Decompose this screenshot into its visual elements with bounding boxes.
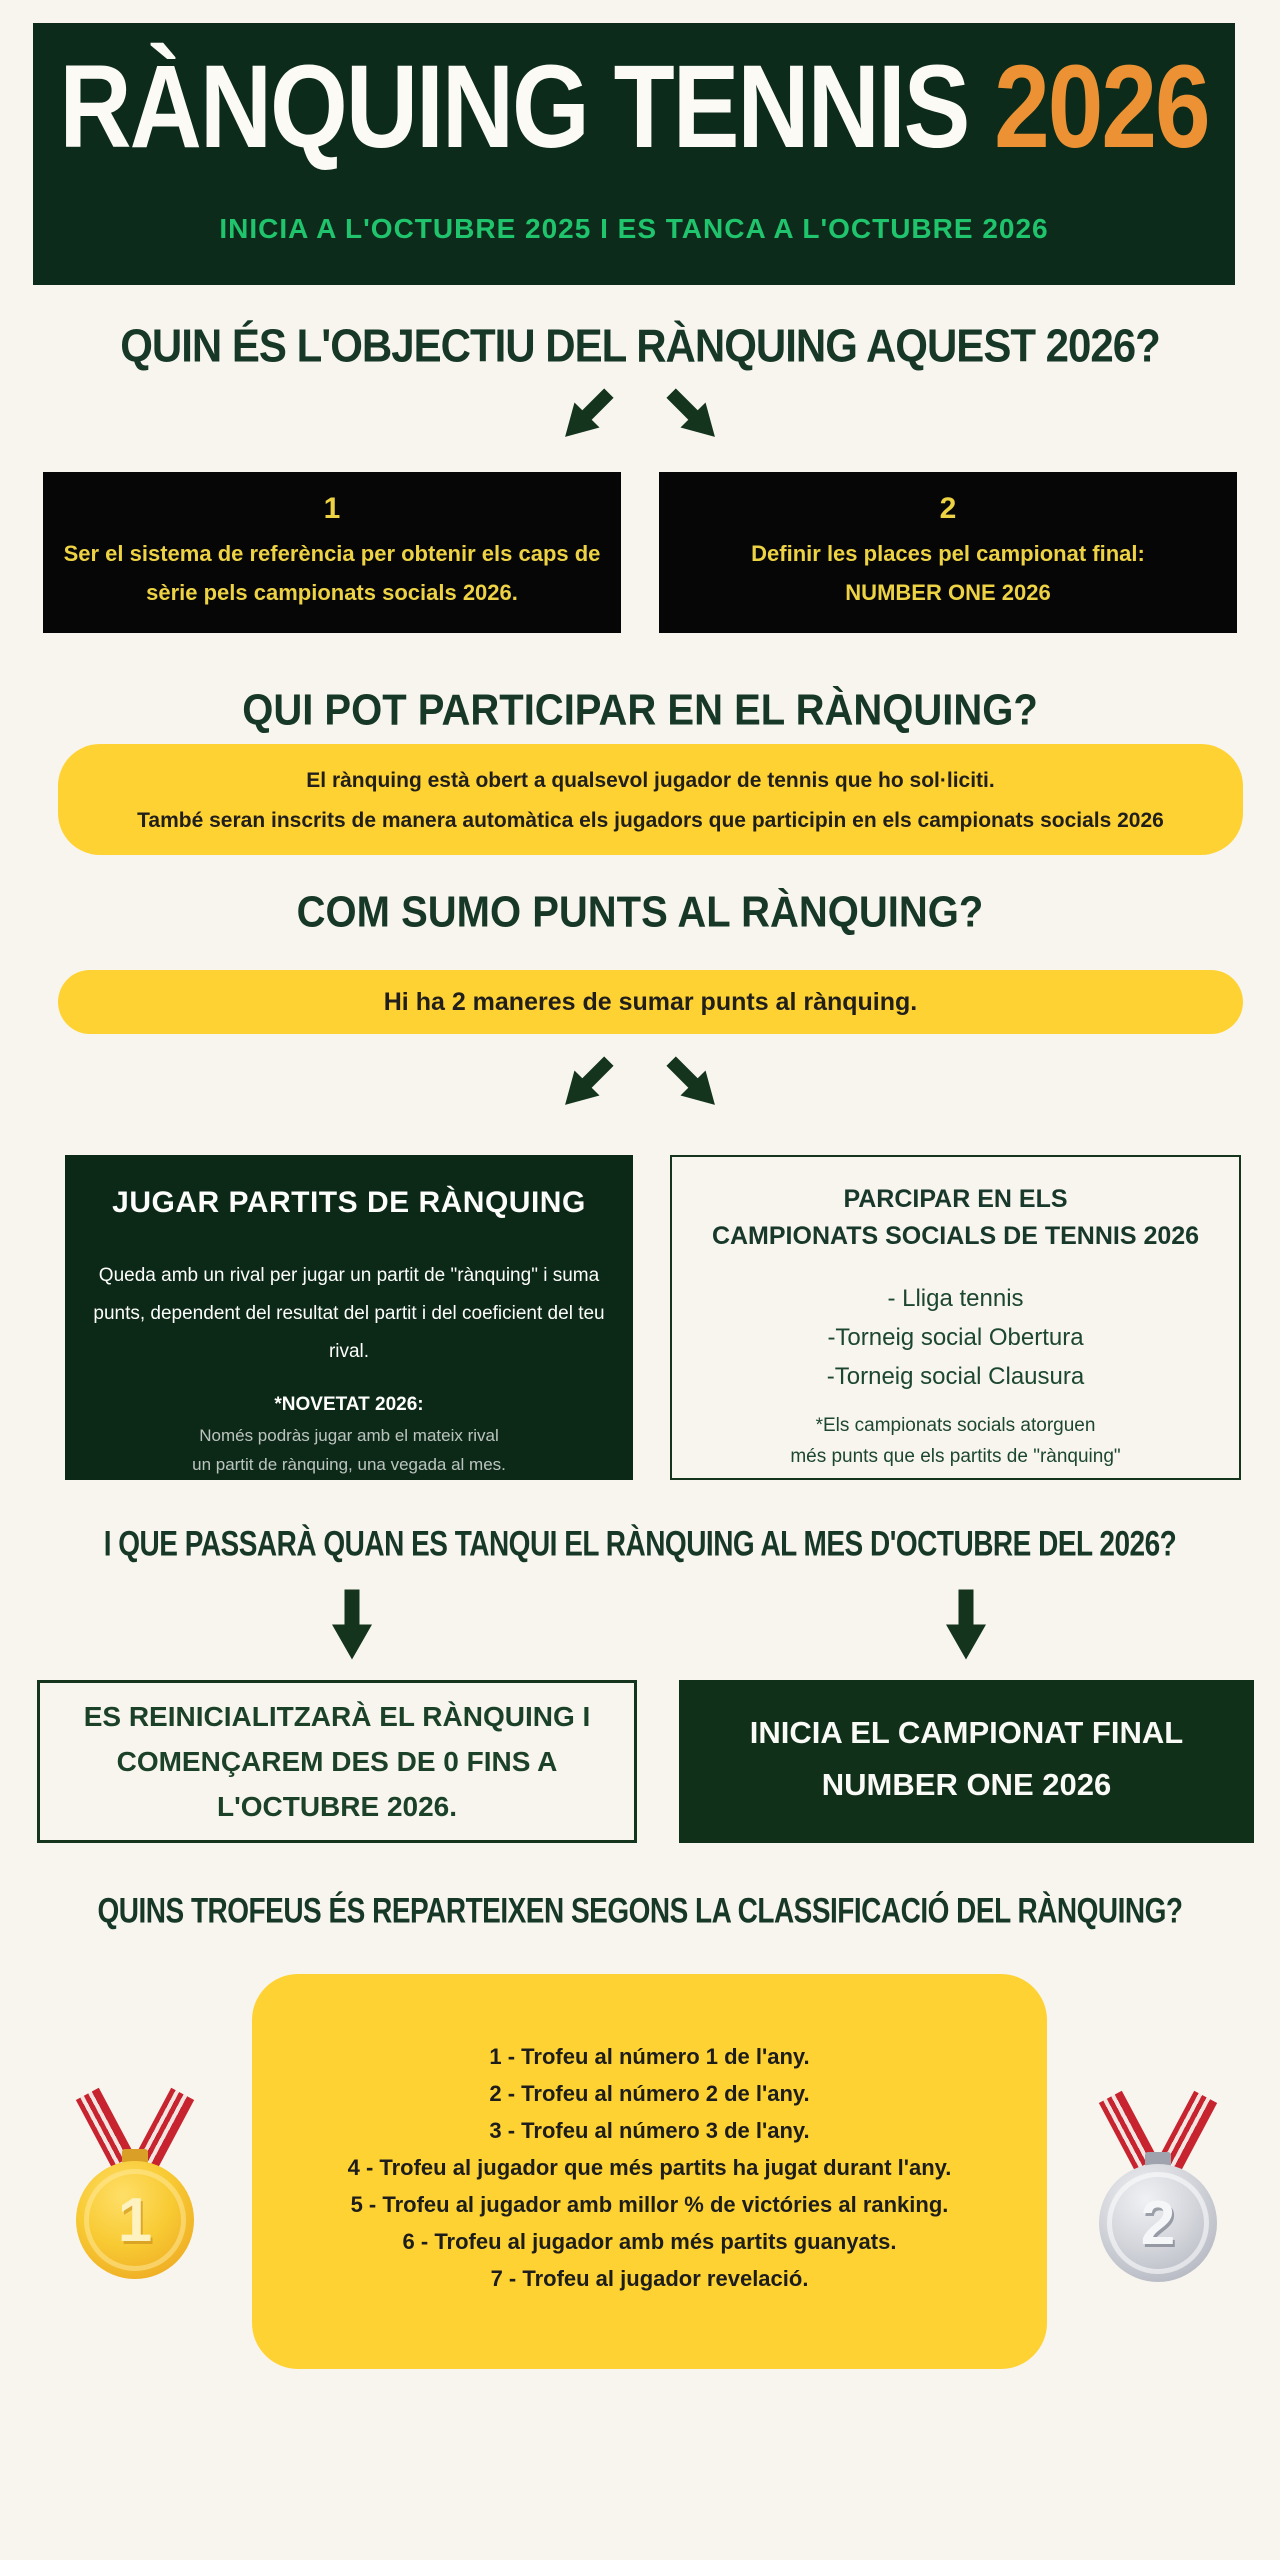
trophy-item: 1 - Trofeu al número 1 de l'any. bbox=[489, 2044, 810, 2069]
participate-note-line: El rànquing està obert a qualsevol jugador de tennis que ho sol·liciti. bbox=[306, 769, 995, 792]
page-title-main: RÀNQUING TENNIS bbox=[59, 40, 969, 174]
final-box-line: INICIA EL CAMPIONAT FINAL bbox=[749, 1715, 1184, 1750]
card-text bbox=[659, 534, 1237, 612]
arrow-down-icon bbox=[941, 1588, 991, 1661]
card-note-line: *Els campionats socials atorguen bbox=[815, 1415, 1096, 1436]
card-note bbox=[89, 1421, 609, 1479]
trophy-item: 2 - Trofeu al número 2 de l'any. bbox=[489, 2081, 810, 2106]
closing-boxes-row bbox=[37, 1680, 1254, 1843]
card-title-line: PARCIPAR EN ELS bbox=[843, 1185, 1068, 1213]
medal-disc bbox=[1099, 2164, 1217, 2282]
card-note-line: més punts que els partits de "rànquing" bbox=[790, 1446, 1121, 1467]
gold-medal-icon bbox=[75, 2085, 195, 2255]
section-heading-closing: I QUE PASSARÀ QUAN ES TANQUI EL RÀNQUING AL MES D'OCTUBRE DEL 2026? bbox=[103, 1524, 1177, 1563]
trophy-list bbox=[252, 1974, 1047, 2369]
ranking-reset-box: ES REINICIALITZARÀ EL RÀNQUING I COMENÇAREM DES DE 0 FINS A L'OCTUBRE 2026. bbox=[37, 1680, 637, 1843]
card-note bbox=[672, 1410, 1239, 1472]
card-note-line: un partit de rànquing, una vegada al mes. bbox=[192, 1455, 506, 1474]
card-note-line: Només podràs jugar amb el mateix rival bbox=[199, 1426, 499, 1445]
section-heading-points: COM SUMO PUNTS AL RÀNQUING? bbox=[296, 887, 984, 937]
medal-number: 1 bbox=[117, 2185, 153, 2255]
card-text-line: NUMBER ONE 2026 bbox=[845, 580, 1051, 605]
page-title bbox=[33, 40, 1235, 174]
objective-card-1 bbox=[43, 472, 621, 633]
section-heading-participate: QUI POT PARTICIPAR EN EL RÀNQUING? bbox=[242, 685, 1038, 735]
trophy-item: 7 - Trofeu al jugador revelació. bbox=[490, 2266, 809, 2291]
card-note-title: *NOVETAT 2026: bbox=[274, 1394, 424, 1415]
page-title-year: 2026 bbox=[994, 40, 1209, 174]
split-arrows-objective bbox=[0, 384, 1280, 446]
objective-card-2 bbox=[659, 472, 1237, 633]
card-number: 2 bbox=[939, 492, 957, 525]
trophy-item: 3 - Trofeu al número 3 de l'any. bbox=[489, 2118, 810, 2143]
arrow-down-icon bbox=[327, 1588, 377, 1661]
split-arrows-points bbox=[0, 1052, 1280, 1114]
header-banner bbox=[33, 23, 1235, 285]
list-item: - Lliga tennis bbox=[887, 1285, 1024, 1312]
card-text: Ser el sistema de referència per obtenir els caps de sèrie pels campionats socials 2026. bbox=[63, 541, 601, 605]
championship-list bbox=[672, 1279, 1239, 1396]
page-subtitle: INICIA A L'OCTUBRE 2025 I ES TANCA A L'OCTUBRE 2026 bbox=[219, 213, 1049, 244]
objective-cards-row bbox=[43, 472, 1237, 633]
participate-note-line: També seran inscrits de manera automàtica els jugadors que participin en els campionats socials 2026 bbox=[137, 809, 1164, 832]
points-note: Hi ha 2 maneres de sumar punts al rànquing. bbox=[58, 970, 1243, 1034]
section-heading-objective: QUIN ÉS L'OBJECTIU DEL RÀNQUING AQUEST 2026? bbox=[120, 319, 1160, 372]
card-title bbox=[672, 1181, 1239, 1255]
arrow-down-right-icon bbox=[655, 1045, 731, 1121]
trophy-item: 6 - Trofeu al jugador amb més partits guanyats. bbox=[402, 2229, 897, 2254]
list-item: -Torneig social Obertura bbox=[827, 1324, 1084, 1351]
points-cards-row bbox=[65, 1155, 1241, 1480]
card-title: JUGAR PARTITS DE RÀNQUING bbox=[112, 1186, 586, 1219]
card-number: 1 bbox=[323, 492, 341, 525]
participate-note bbox=[58, 744, 1243, 855]
section-heading-trophies: QUINS TROFEUS ÉS REPARTEIXEN SEGONS LA CLASSIFICACIÓ DEL RÀNQUING? bbox=[97, 1891, 1183, 1930]
social-championships-card bbox=[670, 1155, 1241, 1480]
medal-disc bbox=[76, 2161, 194, 2279]
final-box-line: NUMBER ONE 2026 bbox=[821, 1767, 1112, 1802]
silver-medal-icon bbox=[1098, 2088, 1218, 2258]
ranking-matches-card bbox=[65, 1155, 633, 1480]
card-text-line: Definir les places pel campionat final: bbox=[751, 541, 1145, 566]
final-championship-box bbox=[679, 1680, 1254, 1843]
medal-number: 2 bbox=[1140, 2188, 1176, 2258]
trophy-item: 4 - Trofeu al jugador que més partits ha jugat durant l'any. bbox=[347, 2155, 952, 2180]
list-item: -Torneig social Clausura bbox=[826, 1363, 1085, 1390]
trophy-item: 5 - Trofeu al jugador amb millor % de victóries al ranking. bbox=[350, 2192, 949, 2217]
card-body: Queda amb un rival per jugar un partit de "rànquing" i suma punts, dependent del resultat del partit i del coeficient del teu rival. bbox=[93, 1265, 605, 1362]
card-title-line: CAMPIONATS SOCIALS DE TENNIS 2026 bbox=[711, 1222, 1200, 1250]
arrow-down-right-icon bbox=[655, 377, 731, 453]
arrow-down-left-icon bbox=[549, 1045, 625, 1121]
arrow-down-left-icon bbox=[549, 377, 625, 453]
